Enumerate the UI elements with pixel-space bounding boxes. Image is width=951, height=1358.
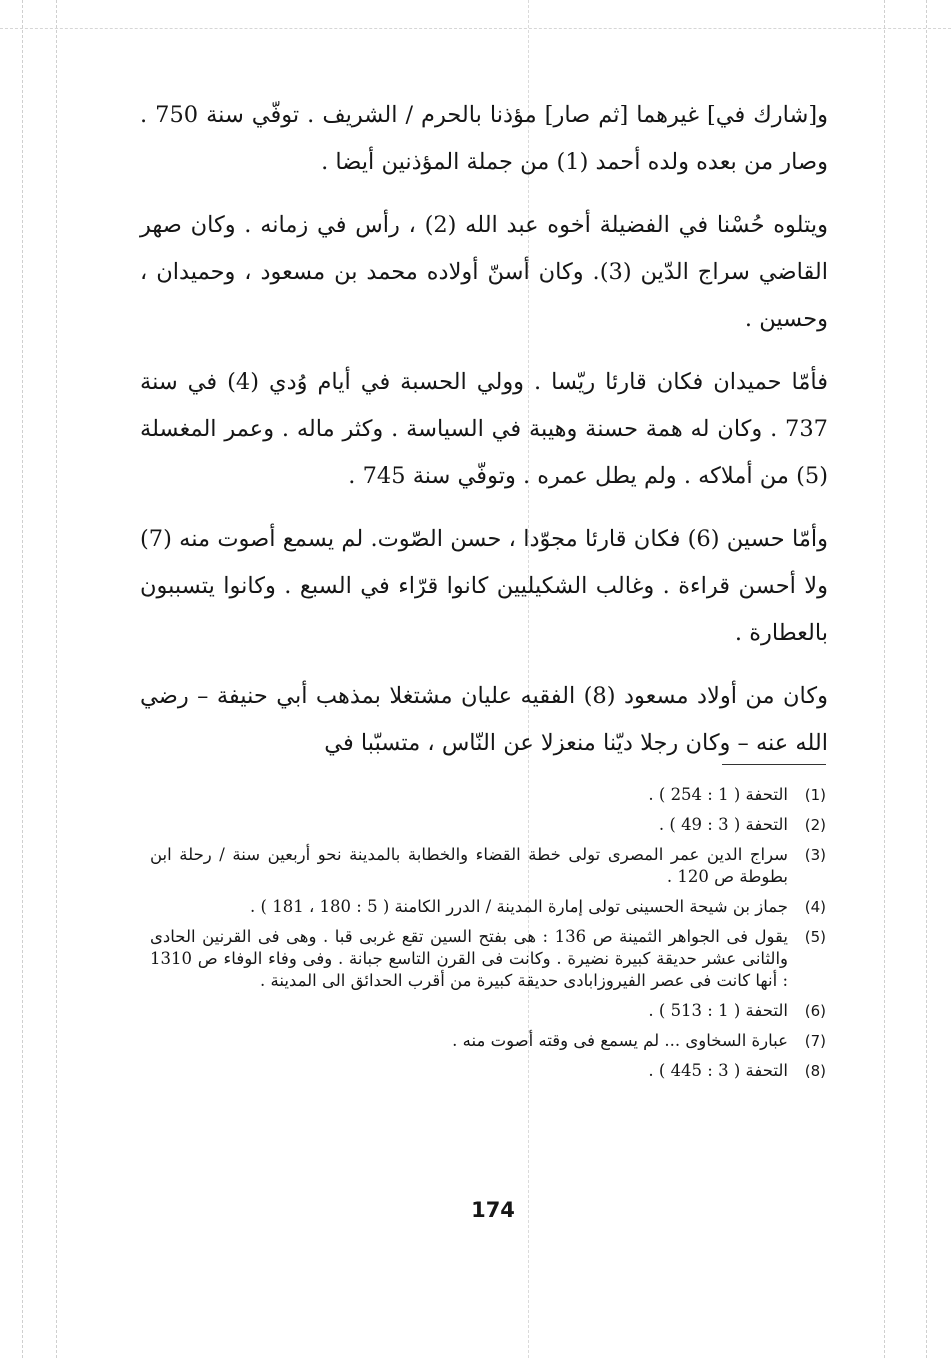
footnote-text: سراج الدين عمر المصرى تولى خطة القضاء والخطابة بالمدينة نحو أربعين سنة / رحلة ابن بطوطة ص 120 .	[150, 845, 788, 886]
footnote	[150, 1000, 826, 1022]
footnote-text: عبارة السخاوى ... لم يسمع فى وقته أصوت منه .	[452, 1031, 788, 1050]
footnote-number: (2)	[804, 816, 826, 834]
footnote-number: (3)	[804, 846, 826, 864]
paragraph: وكان من أولاد مسعود (8) الفقيه عليان مشتغلا بمذهب أبي حنيفة – رضي الله عنه – وكان رجلا ديّنا منعزلا عن النّاس ، متسبّبا في	[140, 683, 828, 756]
paragraph: وأمّا حسين (6) فكان قارئا مجوّدا ، حسن الصّوت. لم يسمع أصوت منه (7) ولا أحسن قراءة . وغالب الشكيليين كانوا قرّاء في السبع . وكانوا يتسببون بالعطارة .	[140, 526, 828, 646]
footnote-text: التحفة ( 3 : 49 ) .	[658, 815, 788, 834]
footnote	[150, 926, 826, 992]
page-crease	[56, 0, 57, 1358]
footnote	[150, 814, 826, 836]
footnote	[150, 896, 826, 918]
footnote-number: (5)	[804, 928, 826, 946]
footnote-text: التحفة ( 3 : 445 ) .	[648, 1061, 788, 1080]
footnotes	[150, 784, 826, 1090]
footnote	[150, 1030, 826, 1052]
paragraph: ويتلوه حُسْنا في الفضيلة أخوه عبد الله (2) ، رأس في زمانه . وكان صهر القاضي سراج الدّين (3). وكان أسنّ أولاده محمد بن مسعود ، وحميدان ، وحسين .	[140, 212, 828, 332]
page-crease	[0, 28, 951, 29]
footnote-text: التحفة ( 1 : 254 ) .	[648, 785, 788, 804]
footnote-number: (6)	[804, 1002, 826, 1020]
footnote	[150, 784, 826, 806]
paragraph: و[شارك في] غيرهما [ثم صار] مؤذنا بالحرم / الشريف . توفّي سنة 750 . وصار من بعده ولده أحمد (1) من جملة المؤذنين أيضا .	[140, 102, 829, 175]
footnote-number: (1)	[804, 786, 826, 804]
page-number: 174	[471, 1198, 515, 1222]
footnote-number: (7)	[804, 1032, 826, 1050]
footnote-text: يقول فى الجواهر الثمينة ص 136 : هى بفتح السين تقع غربى قبا . وهى فى القرنين الحادى والثانى عشر حديقة كبيرة نضيرة . وكانت فى القرن التاسع جبانة . وفى وفاء الوفاء ص 1310 : أنها كانت فى عصر الفيروزابادى حديقة كبيرة من أقرب الحدائق الى المدينة .	[150, 927, 788, 990]
footnote-separator	[722, 764, 826, 765]
footnote	[150, 844, 826, 888]
footnote-text: التحفة ( 1 : 513 ) .	[648, 1001, 788, 1020]
footnote	[150, 1060, 826, 1082]
page-crease	[22, 0, 23, 1358]
footnote-text: جماز بن شيحة الحسينى تولى إمارة المدينة / الدرر الكامنة ( 5 : 180 ، 181 ) .	[250, 897, 788, 916]
footnote-number: (8)	[804, 1062, 826, 1080]
body-text	[140, 92, 828, 783]
page-crease	[884, 0, 885, 1358]
footnote-number: (4)	[804, 898, 826, 916]
paragraph: فأمّا حميدان فكان قارئا ريّسا . وولي الحسبة في أيام وُدي (4) في سنة 737 . وكان له همة حسنة وهيبة في السياسة . وكثر ماله . وعمر المغسلة (5) من أملاكه . ولم يطل عمره . وتوفّي سنة 745 .	[140, 369, 828, 489]
page-crease	[926, 0, 927, 1358]
